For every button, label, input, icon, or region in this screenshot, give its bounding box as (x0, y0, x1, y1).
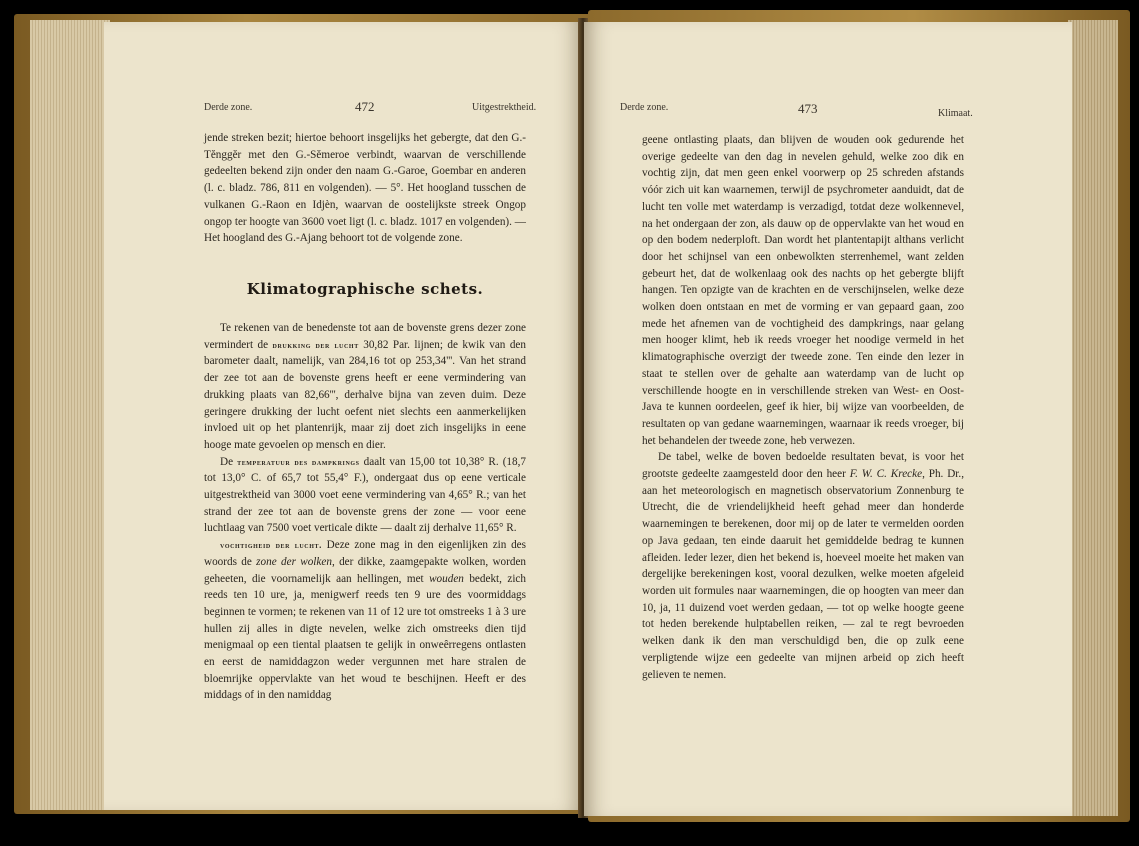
right-page (584, 22, 1072, 816)
text-span: De (220, 455, 238, 468)
section-title: Klimatographische schets. (246, 280, 484, 298)
paragraph-temperature (204, 454, 526, 538)
paragraph-humidity (204, 537, 526, 704)
page-edges-right (1068, 20, 1118, 816)
left-intro-text (204, 130, 526, 247)
text-span: De tabel, welke de boven bedoelde resultaten bevat, is voor het grootste gedeelte zaamgesteld door den heer (642, 451, 964, 481)
left-page-number: 472 (355, 99, 375, 114)
italic-term: zone der wolken (256, 555, 332, 568)
right-running-head-topic: Klimaat. (938, 108, 973, 119)
term-humidity: vochtigheid der lucht. (220, 540, 322, 551)
text-span: , Ph. Dr., aan het meteorologisch en magnetisch observatorium Zonnenburg te Utrecht, die de vriendelijkheid heeft gehad meer dan honderde waarnemingen te berekenen, door mij op de later te vermelden oorden op Java gedaan, ten einde daaruit het gemiddelde bedrag te kunnen afleiden. Ieder lezer, dien het bekend is, hoeveel moeite het maken van dergelijke berekeningen kost, vooral dezulken, welke moeten afgeleid worden uit formules naar waarnemingen, die op hoogten van meer dan 10, ja, 11 duizend voet werden gedaan, — tot op welke hoogte geene tot heden berekende hulptabellen reiken, — zal te regt bevroeden welken dank ik den man verschuldigd ben, die op zulk eene verpligtende wijze een gedeelte van mijnen arbeid op zich heeft gelieven te nemen. (642, 468, 964, 681)
left-body-text (204, 320, 526, 704)
intro-paragraph: jende streken bezit; hiertoe behoort insgelijks het gebergte, dat den G.-Tĕnggĕr met den G.-Sĕmeroe verbindt, waarvan de verschillende gedeelten bekend zijn onder den naam G.-Garoe, Goembar en anderen (l. c. bladz. 786, 811 en volgenden). — 5°. Het hoogland tusschen de vulkanen G.-Raon en Idjèn, waarvan de oostelijkste streek Ongop ongop ter hoogte van 3600 voet ligt (l. c. bladz. 1017 en volgenden). — Het hoogland des G.-Ajang behoort tot de volgende zone. (204, 132, 526, 245)
text-span: daalt van 15,00 tot 10,38° R. (18,7 tot 13,0° C. of 65,7 tot 55,4° F.), ondergaat dus op eene verticale uitgestrektheid van 3000 voet eene vermindering van 4,65° R.; van het strand der zee tot aan de bovenste grens der zone — voor eene luchtlaag van 7500 voet verticale dikte — daalt zij derhalve 11,65° R. (204, 455, 526, 535)
text-span: Deze zone mag in den eigenlijken zin des woords de (204, 539, 526, 568)
left-page (104, 22, 582, 810)
left-running-head-zone: Derde zone. (204, 102, 253, 113)
left-running-head-topic: Uitgestrektheid. (472, 102, 537, 113)
italic-name: F. W. C. Krecke (849, 468, 923, 481)
paragraph-tabel (642, 449, 964, 683)
text-span: 30,82 Par. lijnen; de kwik van den barometer daalt, namelijk, van 284,16 tot op 253,34'''. Van het strand der zee tot aan de bovenste grens heeft er eene vermindering van drukking plaats van 82,66''', derhalve bijna van zeven duim. Deze geringere drukking der lucht oefent niet slechts een aanmerkelijken invloed uit op het plantenrijk, maar zij doet zich insgelijks in eene hooge mate gevoelen op mensch en dier. (204, 338, 526, 451)
page-edges-left (30, 20, 110, 810)
right-body-text (642, 132, 964, 683)
term-temperature: temperatuur des dampkrings (237, 456, 360, 467)
text-span: , der dikke, zaamgepakte wolken, worden geheeten, die voornamelijk aan hellingen, met (204, 555, 527, 585)
text-span: Te rekenen van de benedenste tot aan de bovenste grens dezer zone vermindert de (204, 322, 526, 351)
paragraph-pressure (204, 320, 526, 454)
right-page-number: 473 (798, 101, 818, 116)
italic-term: wouden (429, 572, 464, 585)
paragraph-wolken: geene ontlasting plaats, dan blijven de wouden ook gedurende het overige gedeelte van den dag in nevelen gehuld, welke zoo dik en vochtig zijn, dat men geen enkel voorwerp op 25 schreden afstands vóór zich uit kan waarnemen, terwijl de psychrometer aanduidt, dat de lucht ten volle met waterdamp is verzadigd, totdat deze wolkennevel, na het ondergaan der zon, als dauw op de oppervlakte van het woud en op den bodem nederploft. Dan wordt het plantentapijt althans verlicht door het schijnsel van een onbewolkten sterrenhemel, want zelden gebeurt het, dat de wolkenlaag ook des nachts op het gebergte blijft hangen. Ten opzigte van de krachten en de verschijnselen, welke deze wolken doen ontstaan en met de vorming er van gepaard gaan, zoo mede het afnemen van de vochtigheid des dampkrings, naar gelang men hooger klimt, heb ik reeds vroeger het noodige vermeld in het klimatographische overzigt der tweede zone. Ten einde den lezer in staat te stellen over de gehalte aan waterdamp van de lucht op verschillende hoogte en in verschillende streken van West- en Oost-Java te kunnen oordeelen, geef ik hier, bij wijze van voorbeelden, de resultaten op van gedane waarnemingen, waarnaar ik reeds vroeger, bij het behandelen der tweede zone, heb verwezen. (642, 134, 964, 447)
text-span: bedekt, zich reeds ten 10 ure, ja, menigwerf reeds ten 9 ure des voormiddags beginnen te vormen; te rekenen van 11 of 12 ure tot omstreeks 1 à 3 ure hullen zij alles in digte nevelen, welke zich omstreeks dien tijd menigmaal op een tiental plaatsen te gelijk in onweêrregens ontlasten en eerst de namiddagzon weder vergunnen met hare stralen de bloemrijke oppervlakte van het woud te beschijnen. Heeft er des middags of in den namiddag (204, 572, 526, 702)
right-running-head-zone: Derde zone. (620, 102, 669, 113)
term-pressure: drukking der lucht (272, 339, 359, 350)
